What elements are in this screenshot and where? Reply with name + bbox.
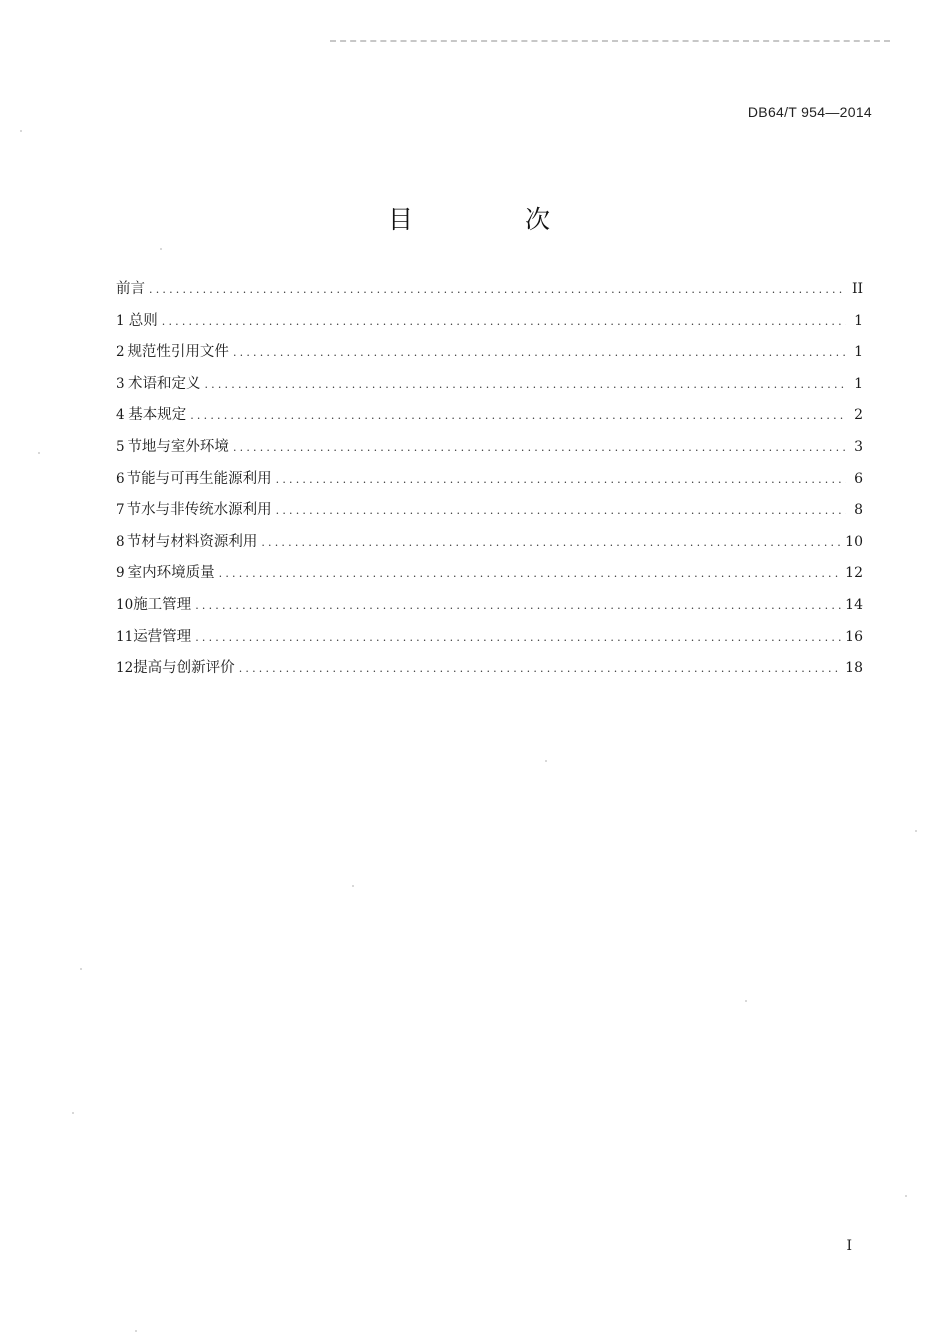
toc-entry-preface[interactable] xyxy=(116,277,863,309)
toc-entry-page: 1 xyxy=(854,375,863,392)
table-of-contents xyxy=(116,277,863,688)
toc-entry-page: 10 xyxy=(845,533,863,550)
toc-entry-10[interactable] xyxy=(116,593,863,625)
toc-leader-dots xyxy=(190,409,846,422)
toc-entry-label: 基本规定 xyxy=(128,407,187,424)
toc-entry-page: 14 xyxy=(845,596,863,613)
scan-speck xyxy=(135,1330,137,1332)
toc-entry-number: 2 xyxy=(116,344,125,361)
scan-speck xyxy=(72,1112,74,1114)
scan-speck xyxy=(20,130,22,132)
toc-entry-label: 施工管理 xyxy=(133,596,192,613)
toc-entry-number: 9 xyxy=(116,565,125,582)
toc-entry-12[interactable] xyxy=(116,656,863,688)
toc-entry-label: 节地与室外环境 xyxy=(127,438,229,455)
toc-leader-dots xyxy=(276,473,846,486)
toc-entry-page: 1 xyxy=(854,344,863,361)
scan-speck xyxy=(905,1195,907,1197)
toc-entry-label: 提高与创新评价 xyxy=(133,660,235,677)
toc-entry-5[interactable] xyxy=(116,435,863,467)
toc-entry-label: 规范性引用文件 xyxy=(127,344,229,361)
toc-entry-11[interactable] xyxy=(116,625,863,657)
toc-entry-number: 5 xyxy=(116,438,125,455)
toc-entry-9[interactable] xyxy=(116,561,863,593)
toc-leader-dots xyxy=(233,346,846,359)
toc-entry-page: 6 xyxy=(854,470,863,487)
toc-entry-3[interactable] xyxy=(116,372,863,404)
toc-leader-dots xyxy=(261,536,842,549)
scan-speck xyxy=(160,248,162,250)
toc-entry-label: 室内环境质量 xyxy=(127,565,215,582)
toc-entry-label: 前言 xyxy=(116,281,145,297)
toc-entry-number: 11 xyxy=(116,628,134,645)
page-number: I xyxy=(846,1238,852,1254)
scan-speck xyxy=(38,452,40,454)
toc-leader-dots xyxy=(162,315,846,328)
toc-leader-dots xyxy=(149,283,846,296)
toc-entry-page: 1 xyxy=(854,312,863,329)
toc-entry-number: 12 xyxy=(116,660,134,677)
toc-entry-page: 2 xyxy=(854,407,863,424)
scan-artifact-line xyxy=(330,40,890,44)
scan-speck xyxy=(915,830,917,832)
toc-entry-number: 1 xyxy=(116,312,125,329)
toc-entry-page: 12 xyxy=(845,565,863,582)
scan-speck xyxy=(80,968,82,970)
toc-leader-dots xyxy=(195,631,842,644)
toc-entry-label: 节水与非传统水源利用 xyxy=(126,502,272,519)
toc-entry-number: 7 xyxy=(116,502,125,519)
toc-entry-label: 术语和定义 xyxy=(127,375,201,392)
toc-entry-2[interactable] xyxy=(116,340,863,372)
toc-entry-8[interactable] xyxy=(116,530,863,562)
toc-entry-number: 3 xyxy=(116,375,125,392)
document-code: DB64/T 954—2014 xyxy=(747,104,872,120)
toc-entry-page: 8 xyxy=(854,502,863,519)
toc-leader-dots xyxy=(276,504,846,517)
toc-entry-label: 节能与可再生能源利用 xyxy=(126,470,272,487)
toc-entry-6[interactable] xyxy=(116,467,863,499)
toc-entry-number: 8 xyxy=(116,533,125,550)
toc-entry-page: 16 xyxy=(845,628,863,645)
scan-speck xyxy=(745,1000,747,1002)
toc-leader-dots xyxy=(233,441,846,454)
toc-leader-dots xyxy=(204,378,846,391)
toc-entry-label: 运营管理 xyxy=(133,628,192,645)
toc-entry-number: 6 xyxy=(116,470,125,487)
toc-entry-number: 10 xyxy=(116,596,134,613)
toc-entry-label: 节材与材料资源利用 xyxy=(126,533,258,550)
toc-entry-page: 3 xyxy=(854,438,863,455)
toc-entry-page: II xyxy=(851,281,863,297)
scan-speck xyxy=(352,885,354,887)
scan-speck xyxy=(545,760,547,762)
toc-entry-label: 总则 xyxy=(128,312,158,329)
toc-leader-dots xyxy=(239,662,842,675)
toc-entry-4[interactable] xyxy=(116,403,863,435)
toc-leader-dots xyxy=(195,599,842,612)
toc-leader-dots xyxy=(219,567,843,580)
page-title: 目 次 xyxy=(388,205,602,234)
toc-entry-1[interactable] xyxy=(116,309,863,341)
toc-entry-page: 18 xyxy=(845,660,863,677)
toc-entry-7[interactable] xyxy=(116,498,863,530)
toc-entry-number: 4 xyxy=(116,407,125,424)
